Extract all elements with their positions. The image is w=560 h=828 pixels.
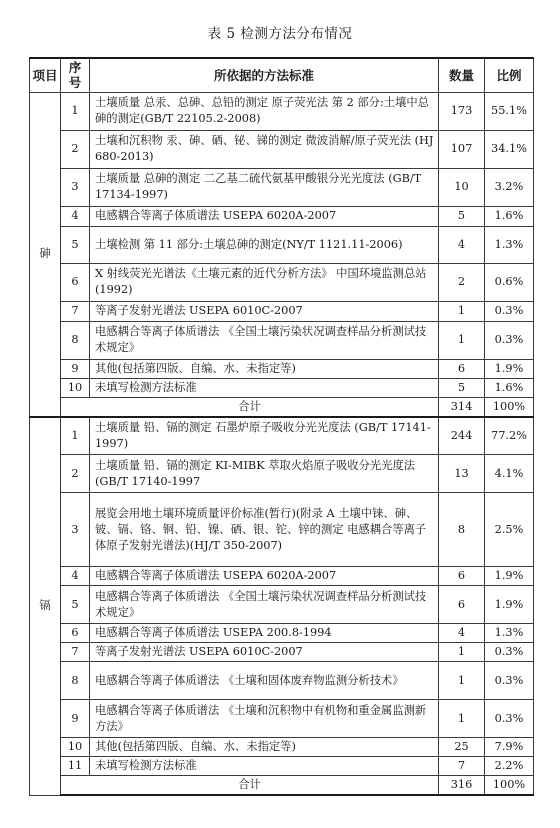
count-cell: 244 (439, 417, 485, 455)
count-cell: 173 (439, 92, 485, 130)
ratio-cell: 1.3% (485, 226, 534, 263)
method-cell: 电感耦合等离子体质谱法 《全国土壤污染状况调查样品分析测试技术规定》 (90, 321, 439, 359)
method-cell: 电感耦合等离子体质谱法 USEPA 200.8-1994 (90, 624, 439, 643)
method-cell: 其他(包括第四版、自编、水、未指定等) (90, 359, 439, 378)
row-number-cell: 7 (61, 301, 90, 321)
method-distribution-table (29, 57, 534, 796)
row-number-cell: 7 (61, 643, 90, 662)
header-method: 所依据的方法标准 (90, 58, 439, 92)
header-no: 序号 (61, 58, 90, 92)
table-row (30, 378, 534, 397)
table-row (30, 700, 534, 738)
table-row (30, 586, 534, 624)
count-cell: 6 (439, 567, 485, 586)
count-cell: 13 (439, 455, 485, 493)
row-number-cell: 10 (61, 738, 90, 757)
table-row (30, 226, 534, 263)
count-cell: 10 (439, 168, 485, 206)
table-row (30, 738, 534, 757)
table-row (30, 130, 534, 168)
count-cell: 4 (439, 624, 485, 643)
method-cell: 电感耦合等离子体质谱法 USEPA 6020A-2007 (90, 206, 439, 226)
total-count: 314 (439, 397, 485, 417)
element-cell: 镉 (30, 417, 61, 796)
header-count: 数量 (439, 58, 485, 92)
ratio-cell: 1.6% (485, 206, 534, 226)
row-number-cell: 8 (61, 662, 90, 700)
table-row (30, 567, 534, 586)
row-number-cell: 6 (61, 624, 90, 643)
row-number-cell: 9 (61, 359, 90, 378)
ratio-cell: 1.3% (485, 624, 534, 643)
table-row (30, 624, 534, 643)
count-cell: 6 (439, 586, 485, 624)
ratio-cell: 34.1% (485, 130, 534, 168)
ratio-cell: 0.3% (485, 321, 534, 359)
ratio-cell: 2.5% (485, 493, 534, 567)
header-ratio: 比例 (485, 58, 534, 92)
count-cell: 8 (439, 493, 485, 567)
ratio-cell: 2.2% (485, 757, 534, 776)
ratio-cell: 0.6% (485, 263, 534, 301)
total-count: 316 (439, 776, 485, 796)
total-ratio: 100% (485, 776, 534, 796)
method-cell: 电感耦合等离子体质谱法 《土壤和沉积物中有机物和重金属监测新方法》 (90, 700, 439, 738)
total-row (30, 397, 534, 417)
row-number-cell: 2 (61, 455, 90, 493)
ratio-cell: 7.9% (485, 738, 534, 757)
method-cell: 电感耦合等离子体质谱法 《土壤和固体废弃物监测分析技术》 (90, 662, 439, 700)
table-row (30, 321, 534, 359)
row-number-cell: 4 (61, 567, 90, 586)
row-number-cell: 1 (61, 417, 90, 455)
method-cell: 电感耦合等离子体质谱法 USEPA 6020A-2007 (90, 567, 439, 586)
total-ratio: 100% (485, 397, 534, 417)
table-row (30, 263, 534, 301)
table-row (30, 455, 534, 493)
method-cell: 土壤质量 总砷的测定 二乙基二硫代氨基甲酸银分光光度法 (GB/T 17134-1997) (90, 168, 439, 206)
table-caption: 表 5 检测方法分布情况 (207, 26, 353, 42)
method-cell: 未填写检测方法标准 (90, 757, 439, 776)
count-cell: 5 (439, 378, 485, 397)
row-number-cell: 11 (61, 757, 90, 776)
table-row (30, 92, 534, 130)
ratio-cell: 0.3% (485, 662, 534, 700)
count-cell: 7 (439, 757, 485, 776)
count-cell: 107 (439, 130, 485, 168)
ratio-cell: 0.3% (485, 643, 534, 662)
total-label: 合计 (61, 397, 439, 417)
ratio-cell: 1.9% (485, 359, 534, 378)
table-row (30, 662, 534, 700)
ratio-cell: 1.6% (485, 378, 534, 397)
method-cell: 土壤检测 第 11 部分:土壤总砷的测定(NY/T 1121.11-2006) (90, 226, 439, 263)
ratio-cell: 1.9% (485, 586, 534, 624)
ratio-cell: 55.1% (485, 92, 534, 130)
header-row (30, 58, 534, 92)
count-cell: 1 (439, 662, 485, 700)
method-cell: 等离子发射光谱法 USEPA 6010C-2007 (90, 643, 439, 662)
table-body (30, 92, 534, 795)
table-row (30, 168, 534, 206)
table-row (30, 301, 534, 321)
row-number-cell: 6 (61, 263, 90, 301)
row-number-cell: 4 (61, 206, 90, 226)
count-cell: 6 (439, 359, 485, 378)
element-cell: 砷 (30, 92, 61, 417)
ratio-cell: 3.2% (485, 168, 534, 206)
method-cell: 土壤和沉积物 汞、砷、硒、铋、锑的测定 微波消解/原子荧光法 (HJ 680-2013) (90, 130, 439, 168)
method-cell: 展览会用地土壤环境质量评价标准(暂行)(附录 A 土壤中铼、砷、铍、镉、铬、铜、铅、镍、硒、银、铊、锌的测定 电感耦合等离子体原子发射光谱法)(HJ/T 350-2007) (90, 493, 439, 567)
ratio-cell: 0.3% (485, 301, 534, 321)
ratio-cell: 77.2% (485, 417, 534, 455)
method-cell: 电感耦合等离子体质谱法 《全国土壤污染状况调查样品分析测试技术规定》 (90, 586, 439, 624)
method-cell: 土壤质量 铅、镉的测定 KI-MIBK 萃取火焰原子吸收分光光度法(GB/T 17140-1997 (90, 455, 439, 493)
count-cell: 4 (439, 226, 485, 263)
count-cell: 25 (439, 738, 485, 757)
count-cell: 5 (439, 206, 485, 226)
method-cell: 等离子发射光谱法 USEPA 6010C-2007 (90, 301, 439, 321)
method-cell: X 射线荧光光谱法《土壤元素的近代分析方法》 中国环境监测总站(1992) (90, 263, 439, 301)
table-row (30, 757, 534, 776)
method-cell: 其他(包括第四版、自编、水、未指定等) (90, 738, 439, 757)
table-row (30, 643, 534, 662)
table-row (30, 206, 534, 226)
count-cell: 2 (439, 263, 485, 301)
method-cell: 未填写检测方法标准 (90, 378, 439, 397)
row-number-cell: 8 (61, 321, 90, 359)
count-cell: 1 (439, 643, 485, 662)
row-number-cell: 9 (61, 700, 90, 738)
row-number-cell: 10 (61, 378, 90, 397)
ratio-cell: 0.3% (485, 700, 534, 738)
method-cell: 土壤质量 总汞、总砷、总铅的测定 原子荧光法 第 2 部分:土壤中总砷的测定(GB/T 22105.2-2008) (90, 92, 439, 130)
count-cell: 1 (439, 700, 485, 738)
row-number-cell: 5 (61, 226, 90, 263)
table-row (30, 417, 534, 455)
row-number-cell: 2 (61, 130, 90, 168)
total-label: 合计 (61, 776, 439, 796)
total-row (30, 776, 534, 796)
row-number-cell: 5 (61, 586, 90, 624)
count-cell: 1 (439, 301, 485, 321)
ratio-cell: 1.9% (485, 567, 534, 586)
method-cell: 土壤质量 铅、镉的测定 石墨炉原子吸收分光光度法 (GB/T 17141-1997) (90, 417, 439, 455)
row-number-cell: 3 (61, 493, 90, 567)
count-cell: 1 (439, 321, 485, 359)
row-number-cell: 3 (61, 168, 90, 206)
table-row (30, 359, 534, 378)
table-row (30, 493, 534, 567)
row-number-cell: 1 (61, 92, 90, 130)
header-item: 项目 (30, 58, 61, 92)
ratio-cell: 4.1% (485, 455, 534, 493)
